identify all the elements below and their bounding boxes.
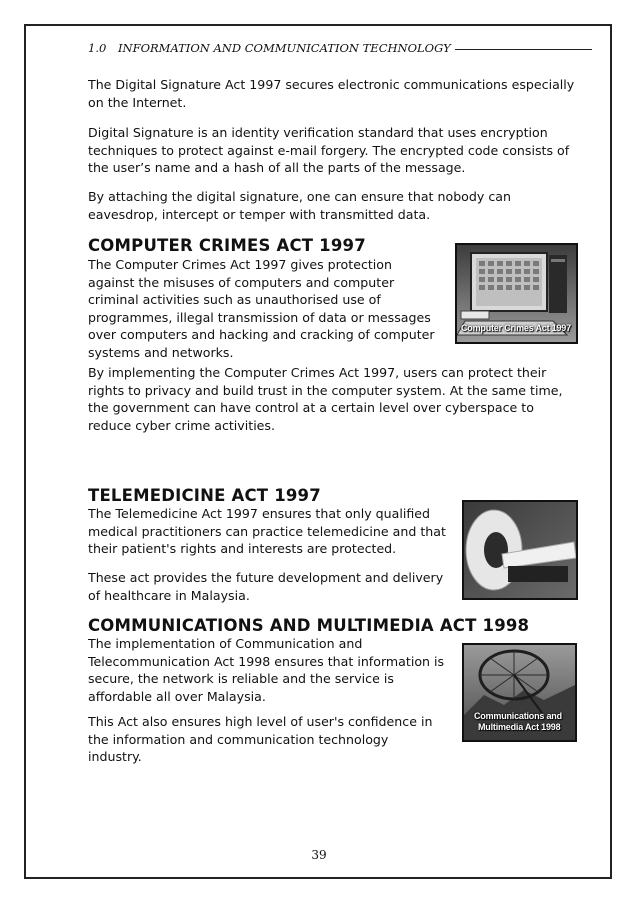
line: secure, the network is reliable and the service is [88, 671, 394, 686]
intro-paragraph-1 [88, 76, 574, 111]
line: their patient's rights and interests are protected. [88, 541, 397, 556]
header-rule [455, 49, 592, 50]
computer-crimes-paragraph-2 [88, 364, 562, 434]
section-number: 1.0 [88, 41, 107, 55]
line: of healthcare in Malaysia. [88, 587, 250, 603]
line: systems and networks. [88, 344, 234, 360]
line: These act provides the future development and delivery [88, 570, 444, 585]
scanner-illustration [464, 502, 576, 598]
communications-paragraph-1 [88, 635, 444, 705]
section-title: INFORMATION AND COMMUNICATION TECHNOLOGY [118, 41, 451, 55]
line: on the Internet. [88, 94, 187, 110]
computer-crimes-image-caption: Computer Crimes Act 1997 [461, 323, 571, 333]
communications-heading: COMMUNICATIONS AND MULTIMEDIA ACT 1998 [88, 616, 530, 635]
line: eavesdrop, intercept or temper with transmitted data. [88, 206, 431, 222]
line: criminal activities such as unauthorised use of [88, 292, 381, 307]
communications-image-caption [474, 711, 562, 733]
line: against the misuses of computers and computer [88, 274, 395, 290]
line: the information and communication technology [88, 731, 389, 747]
communications-image [462, 643, 577, 742]
line: The Digital Signature Act 1997 secures electronic communications especially [88, 77, 575, 92]
line: Telecommunication Act 1998 ensures that information is [88, 653, 445, 669]
line: The implementation of Communication and [88, 636, 363, 651]
caption-line: Multimedia Act 1998 [478, 722, 561, 732]
computer-crimes-image [455, 243, 578, 344]
line: By attaching the digital signature, one can ensure that nobody can [88, 189, 511, 204]
telemedicine-paragraph-1 [88, 505, 446, 558]
telemedicine-heading: TELEMEDICINE ACT 1997 [88, 486, 321, 505]
line: the government can have control at a certain level over cyberspace to [88, 400, 534, 415]
line: affordable all over Malaysia. [88, 688, 266, 704]
line: medical practitioners can practice telemedicine and that [88, 523, 446, 539]
line: Digital Signature is an identity verification standard that uses encryption [88, 125, 548, 140]
communications-paragraph-2 [88, 713, 432, 766]
page-number: 39 [311, 848, 327, 862]
intro-paragraph-2 [88, 124, 569, 177]
line: the user’s name and a hash of all the parts of the message. [88, 160, 466, 175]
line: rights to privacy and build trust in the computer system. At the same time, [88, 382, 563, 398]
telemedicine-paragraph-2 [88, 569, 443, 604]
line: The Computer Crimes Act 1997 gives protection [88, 257, 392, 272]
line: programmes, illegal transmission of data or messages [88, 309, 431, 325]
caption-line: Communications and [474, 711, 562, 721]
line: The Telemedicine Act 1997 ensures that only qualified [88, 506, 431, 521]
telemedicine-image [462, 500, 578, 600]
running-header [88, 38, 592, 58]
line: techniques to protect against e-mail forgery. The encrypted code consists of [88, 142, 570, 158]
computer-crimes-heading: COMPUTER CRIMES ACT 1997 [88, 236, 366, 255]
line: By implementing the Computer Crimes Act 1997, users can protect their [88, 365, 547, 380]
intro-paragraph-3 [88, 188, 511, 223]
line: reduce cyber crime activities. [88, 417, 275, 433]
line: over computers and hacking and cracking of computer [88, 327, 435, 342]
computer-crimes-paragraph-1 [88, 256, 435, 361]
line: industry. [88, 749, 142, 764]
line: This Act also ensures high level of user's confidence in [88, 714, 433, 729]
